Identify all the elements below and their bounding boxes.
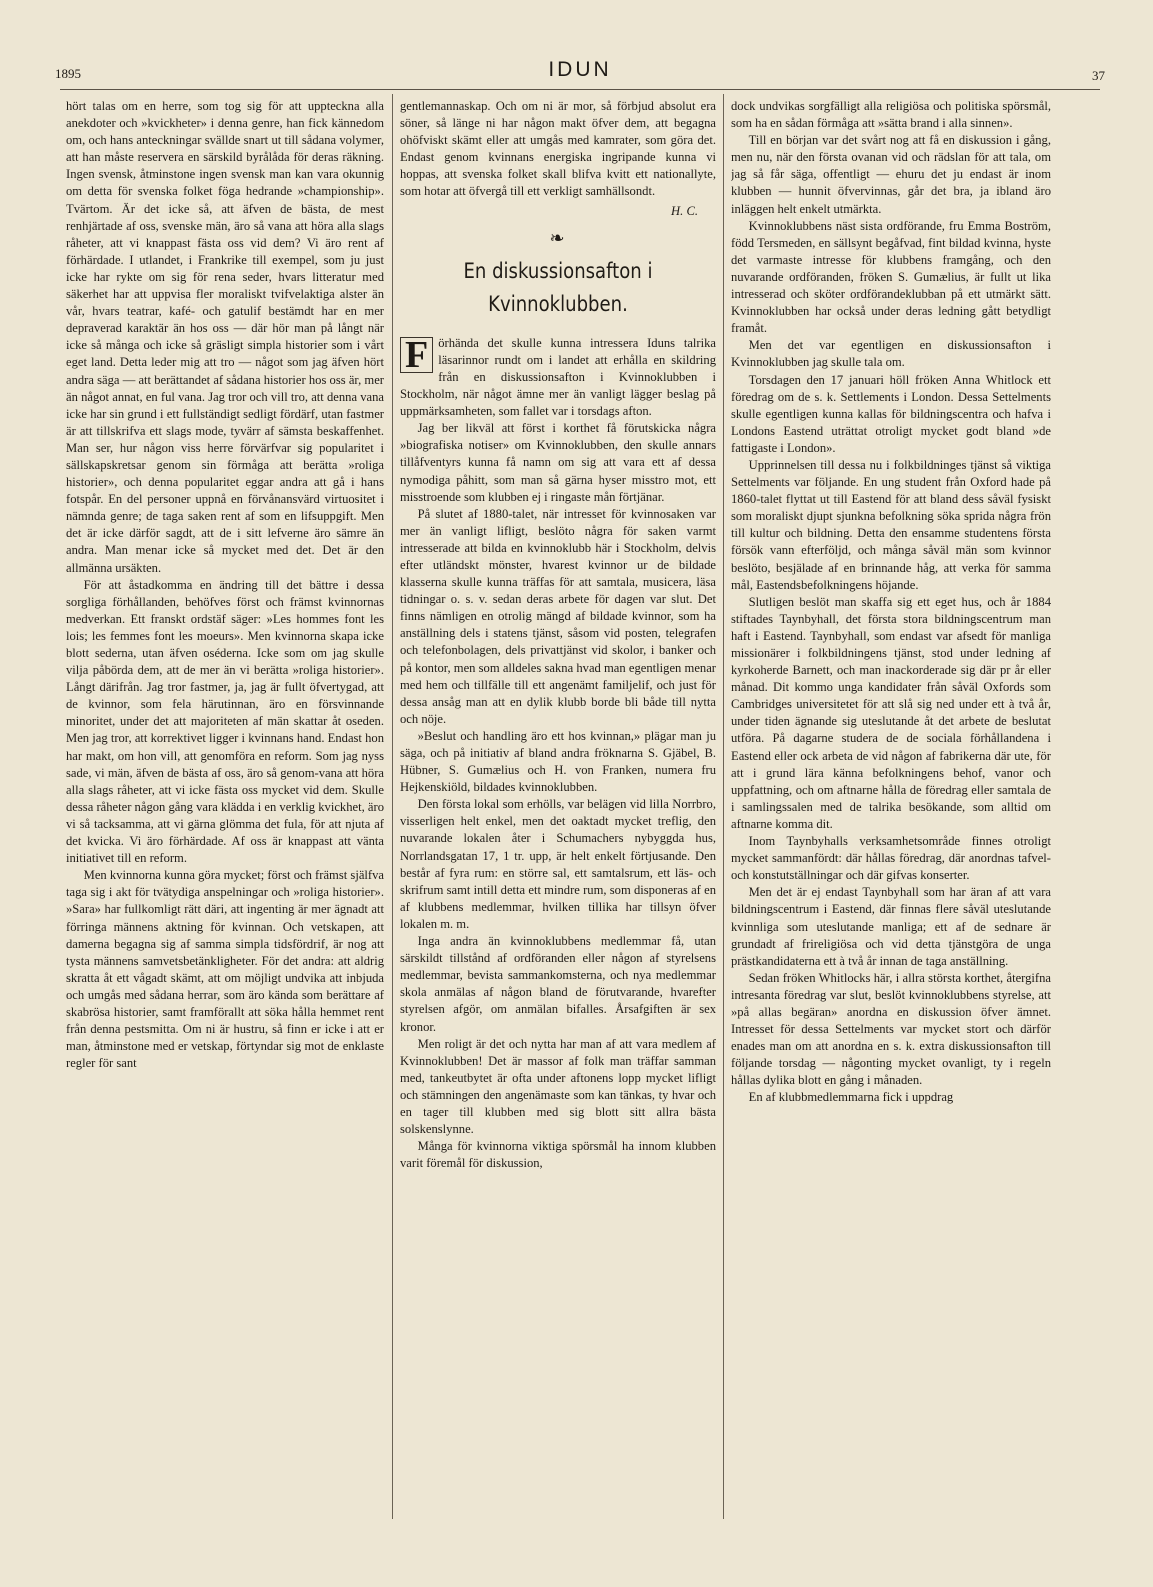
paragraph: Upprinnelsen till dessa nu i folkbildninges tjänst så viktiga Settelments var följande. En ung student från Oxford hade på 1860-talet flyttat ut till Eastend för att bland dess såväl fysiskt som moraliskt djupt sjunkna befolkning söka sprida några frön till kultur och bildning. Detta den ensamme studentens första försök vann efterföljd, och många såväl män som kvinnor beslöto, besjälade af en brinnande håg, att verka för samma mål, Eastendsbefolkningens höjande. [731,457,1051,592]
paragraph: Men det är ej endast Taynbyhall som har äran af att vara bildningscentrum i Eastend, där finnas flere såväl uteslutande kvinnliga som uteslutande manliga; ett af de sednare är grundadt af frireligiösa och vid detta tjänstgöra de unga prästkandidaterna ett à två år innan de taga anställning. [731,885,1051,968]
paragraph: Till en början var det svårt nog att få en diskussion i gång, men nu, när den första ovanan vid och rädslan för att tala, om jag så får säga, offentligt — ehuru det ju endast är inom klubben — hunnit öfvervinnas, går det bra, ja ibland äro inläggen helt enkelt utmärkta. [731,133,1051,216]
paragraph: Men kvinnorna kunna göra mycket; först och främst själfva taga sig i akt för tvätydiga anspelningar och »roliga historier». »Sara» har fullkomligt rätt däri, att ingenting är mer ägnadt att förringa männens aktning för kvinnan. Och vetskapen, att damerna begagna sig af samma simpla tidsfördrif, är nog att tysta männens samvetsbetänkligheter. För det andra: att aldrig skratta åt ett vågadt skämt, att om möjligt undvika att inbjuda och umgås med sådana herrar, som äro kända som berättare af skabrösa historier, samt framförallt att söka hålla hemmet rent från denna pestsmitta. Om ni är hustru, så finn er icke i att er man, åtminstone med er vetskap, förtyndar sig mot de enklaste regler för sant [66,868,384,1071]
paragraph: Den första lokal som erhölls, var belägen vid lilla Norrbro, visserligen helt enkel, men det oaktadt mycket treflig, den nuvarande lokalen åter i Schumachers nybyggda hus, Norrlandsgatan 17, 1 tr. upp, är helt enkelt förtjusande. Den består af fyra rum: en större sal, ett samtalsrum, ett läs- och skrifrum samt intill detta ett mindre rum, som disponeras af en af klubbens medlemmar, hvilken tillika har tillsyn öfver lokalen m. m. [400,797,716,931]
column-2 [400,98,716,1528]
column-divider-1 [392,94,393,1519]
paragraph: Men roligt är det och nytta har man af att vara medlem af Kvinnoklubben! Det är massor af folk man träffar samman med, tankeutbytet är ofta under aftonens lopp mycket lifligt och stämningen den angenämaste som kan tänkas, ty hvar och en tager till klubben med sig blott sitt allra bästa solskenslynne. [400,1036,716,1137]
paragraph: Inom Taynbyhalls verksamhetsområde finnes otroligt mycket sammanfördt: där hållas föredrag, där anordnas tafvel- och konstutställningar och där gifvas konserter. [731,834,1051,883]
paragraph: Torsdagen den 17 januari höll fröken Anna Whitlock ett föredrag om de s. k. Settlements i London. Dessa Settelments skulle egentligen kunna kallas för bildningscentra och hafva i Londons Eastend uträttat otroligt mycket godt bland »de fattigaste i London». [731,372,1051,455]
paragraph: hört talas om en herre, som tog sig för att uppteckna alla anekdoter och »kvickheter» i denna genre, han fick kännedom om, och hans anteckningar svällde snart ut till sådana volymer, att han måste reservera en särskild byrålåda för deras räkning. Ingen svensk, åtminstone ingen svensk man kan vara okunnig om detta för svenska folket föga hedrande »championship». Tvärtom. Är det icke så, att äfven de bästa, de mest renhjärtade af oss, svenske män, äro så vana att höra alla slags råheter, att vi knappast fästa oss vid dem? Vi äro rent af förhärdade. I utlandet, i Frankrike till exempel, som ju just icke har rykte om sig för rena seder, hvars litteratur med säkerhet har att uppvisa fler moraliskt tvifvelaktiga alster än vår, hvars teatrar, kafé- och gatulif bestämdt har en mer depraverad karaktär än hos oss — där hör man på långt när icke så många och icke så gräsligt simpla historier som i vårt eget land. Detta leder mig att tro — något som jag äfven hört andra säga — att berättandet af sådana historier hos oss är, mer än något annat, en ful vana. Jag tror och vill tro, att denna vana icke har sin grund i ett fullständigt sedligt fördärf, utan fastmer är att tillskrifva ett slags mode, tyvärr af sämsta beskaffenhet. Man ser, hur någon viss herre förvärfvar sig popularitet i sällskapskretsar genom sin förmåga att berätta »roliga historier», och denna popularitet eggar andra att gå i hans fotspår. En del personer uppnå en förvånansvärd virtuositet i nämnda genre; de taga saken rent af som en lifsuppgift. Men det är icke därför sagdt, att de i sitt lefverne äro sämre än andra. Man menar icke så mycket med det. Det är den allmänna ursäkten. [66,99,384,575]
paragraph: Många för kvinnorna viktiga spörsmål ha innom klubben varit föremål för diskussion, [400,1139,716,1171]
author-signature: H. C. [671,203,698,218]
paragraph: dock undvikas sorgfälligt alla religiösa och politiska spörsmål, som ha en sådan förmåga att »sätta brand i alla sinnen». [731,99,1051,131]
paragraph: En af klubbmedlemmarna fick i uppdrag [748,1090,954,1105]
paragraph: »Beslut och handling äro ett hos kvinnan,» plägar man ju säga, och på initiativ af bland andra fröknarna S. Gjäbel, B. Hübner, S. Gumælius och H. von Franken, numera fru Hejkenskiöld, bildades kvinnoklubben. [400,728,716,795]
paragraph: Sedan fröken Whitlocks här, i allra största korthet, återgifna intresanta föredrag var slut, beslöt kvinnoklubbens styrelse, att »på allas begäran» anordna en diskussion öfver ämnet. Intresset för dessa Settelments var mycket stort och därför enades man om att anordna en s. k. extra diskussionsafton till följande torsdag — någonting mycket ovanligt, ty i regeln hållas dylika blott en gång i månaden. [731,970,1051,1088]
page-number: 37 [1092,68,1105,83]
paragraph: Inga andra än kvinnoklubbens medlemmar få, utan särskildt tillstånd af ordföranden eller någon af styrelsens medlemmar, bevista sammankomsterna, och nya medlemmar skola anmälas af någon bland de förutvarande, hvarefter styrelsen afgör, om anmälan bifalles. Årsafgiften är sex kronor. [400,934,716,1034]
paragraph: På slutet af 1880-talet, när intresset för kvinnosaken var mer än vanligt lifligt, beslöto några för saken varmt intresserade att bilda en kvinnoklubb här i Stockholm, delvis efter utländskt mönster, hvarest kvinnor ur de bildade klasserna skulle kunna träffas för att samtala, musicera, läsa tidningar o. s. v. sedan deras arbete för dagen var slut. Det finns nämligen en otrolig mängd af bildade kvinnor, som ha anställning dels i statens tjänst, såsom vid posten, telegrafen och telefonbolagen, dels privattjänst vid skolor, i banker och på kontor, men som alldeles sakna hvad man egentligen menar med hem och tillfälle till ett angenämt familjelif, och just för dessa ansåg man att en dylik klubb borde bli både till nytta och nöje. [400,506,716,726]
lead-text: örhända det skulle kunna intressera Iduns talrika läsarinnor rundt om i landet att erhålla en skildring från en diskussionsafton i Kvinnoklubben i Stockholm, när något ämne mer än vanligt lägger beslag på uppmärksamheten, som fallet var i torsdags afton. [400,335,716,419]
paragraph: Kvinnoklubbens näst sista ordförande, fru Emma Boström, född Tersmeden, en sällsynt begåfvad, fint bildad kvinna, hyste det varmaste intresse för klubbens framgång, och den nuvarande ordföranden, fröken S. Gumælius, är fullt ut lika intresserad och sköter ordförandeklubban på ett utmärkt sätt. Kvinnoklubben har också under deras ledning gått betydligt framåt. [731,218,1051,336]
header-year: 1895 [55,66,81,81]
paragraph: Jag ber likväl att först i korthet få förutskicka några »biografiska notiser» om Kvinnoklubben, den skulle annars tillåfventyrs kunna få namn om sig att vara ett af dessa nymodiga påhitt, som man så gärna hyser misstro mot, ett misstroende som klubben ej i ringaste mån förtjänar. [400,421,716,504]
dropcap: F [400,337,433,373]
article-title: En diskussionsafton i Kvinnoklubben. [463,258,653,316]
header-rule [60,89,1100,90]
ornament-icon: ❧ [549,227,567,248]
column-1 [66,98,384,1528]
column-divider-2 [723,94,724,1519]
page-header [55,58,1105,84]
paragraph: Men det var egentligen en diskussionsafton i Kvinnoklubben jag skulle tala om. [731,338,1051,370]
paragraph: Slutligen beslöt man skaffa sig ett eget hus, och år 1884 stiftades Taynbyhall, det första stora bildningscentrum man haft i Eastend. Taynbyhall, som endast var afsedt för manliga missionärer i folkbildningens tjänst, stod under ledning af kyrkoherde Barnett, och man inackorderade sig där pr år eller månad. Dit kommo unga kandidater från såväl Oxfords som Cambridges universitetet för att slå sig ned under ett à två år, under tiden ägnande sig uteslutande åt det arbete de beslutat utföra. På dagarne studera de de sociala förhållandena i Eastend eller ock arbeta de vid någon af fabrikerna där ute, för att i grund lära känna befolkningens behof, vanor och uppfattning, och om aftnarne hålla de föredrag eller samtala de i samlingssalen med de talrika besökande, som alltid om aftnarne komma dit. [731,594,1051,831]
masthead: IDUN [548,58,612,81]
column-3 [731,98,1051,1528]
paragraph: gentlemannaskap. Och om ni är mor, så förbjud absolut era söner, så länge ni har någon makt öfver dem, att begagna ohöfviskt skämt eller att umgås med kamrater, som göra det. Endast genom kvinnans energiska ingripande kunna vi hoppas, att svenska folket skall blifva kvitt ett nationallyte, som hotar att öfvergå till ett verkligt samhällsondt. [400,99,716,199]
paragraph: För att åstadkomma en ändring till det bättre i dessa sorgliga förhållanden, behöfves först och främst kvinnornas medverkan. Ett franskt ordstäf säger: »Les hommes font les lois; les femmes font les moeurs». Men kvinnorna skapa icke blott sederna, utan äfven oséderna. Icke som om jag skulle vilja påbörda dem, att de mer än vi berätta »roliga historier». Långt därifrån. Jag tror fastmer, ja, jag är fullt öfvertygad, att de kvinnor, som fela härutinnan, äro en försvinnande minoritet, under det att majoriteten af män skattar åt oseden. Men jag tror, att korrektivet ligger i kvinnans hand. Endast hon har makt, om hon vill, att genomföra en reform. Som jag nyss sade, vi män, äfven de bästa af oss, äro så genom-vana att höra alla slags råheter, att vi icke fästa oss mycket vid dem. Skulle dessa råheter någon gång vara klädda i en verklig kvickhet, äro vi så tacksamma, att vi gärna glömma det fula, för att njuta af det kvicka. Vi äro förhärdade. Af oss är knappast att vänta initiativet till en reform. [66,577,384,866]
lead-paragraph [400,335,716,420]
